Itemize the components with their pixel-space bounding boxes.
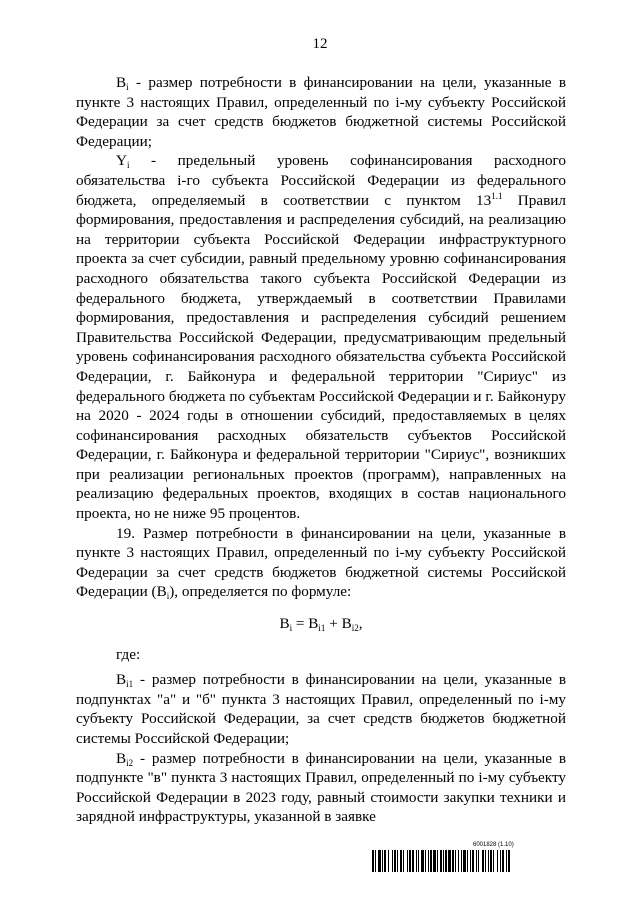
paragraph-text: ), определяется по формуле: [169, 583, 352, 601]
subscript: i [289, 623, 293, 634]
paragraph-text: - размер потребности в финансировании на цели, указанные в подпунктах "а" и "б" пункта 3 настоящих Правил, определенный по i-му субъекту Российской Федерации, за счет средств бюджетов бюджетной системы Российской Федерации; [76, 671, 566, 747]
page-number: 12 [312, 36, 328, 52]
formula-term: , [358, 615, 363, 633]
paragraph-text: Правил формирования, предоставления и распределения субсидий, на реализацию на территории субъекта Российской Федерации инфраструктурного проекта за счет субсидии, равный предельному уровню софинансирования расходного обязательства такого субъекта Российской Федерации из федерального бюджета, утверждаемый в соответствии Правилами формирования, предоставления и распределения субсидий решением Правительства Российской Федерации, предусматривающим предельный уровень софинансирования расходного обязательства субъекта Российской Федерации, г. Байконура и федеральной территории "Сириус" из федерального бюджета по субъектам Российской Федерации и г. Байконуру на 2020 - 2024 годы в отношении субсидий, предоставляемых в целях софинансирования расходных обязательств субъектов Российской Федерации, г. Байконура и федеральной территории "Сириус", возникших при реализации региональных проектов (программ), направленных на реализацию федеральных проектов, входящих в состав национального проекта, но не ниже 95 процентов. [76, 191, 566, 523]
formula-term: B [279, 615, 290, 633]
document-body [76, 73, 566, 827]
where-label: где: [116, 645, 141, 663]
subscript: i1 [318, 623, 326, 634]
formula [76, 614, 566, 634]
symbol: B [116, 749, 127, 767]
subscript: i2 [126, 757, 134, 768]
symbol: B [116, 671, 127, 689]
document-code: 6001828 (1.10) [473, 842, 514, 848]
paragraph-b-i2-definition [76, 749, 566, 827]
subscript: i [126, 160, 130, 171]
barcode-icon [372, 850, 567, 872]
symbol: Y [116, 152, 127, 170]
paragraph-b-i1-definition [76, 670, 566, 748]
formula-term: + B [325, 615, 352, 633]
paragraph-b-i-definition [76, 73, 566, 151]
paragraph-text: - предельный уровень софинансирования расходного обязательства i-го субъекта Российской Федерации из федерального бюджета, определяемый в соответствии с пунктом 13 [76, 152, 566, 209]
subscript: i2 [351, 623, 359, 634]
subscript: i [126, 82, 129, 92]
formula-term: = B [292, 615, 319, 633]
paragraph-text: 19. Размер потребности в финансировании на цели, указанные в пункте 3 настоящих Правил, определенный по i-му субъекту Российской Федерации за счет средств бюджетов бюджетной системы Российской Федерации (B [76, 524, 566, 601]
superscript: 1.1 [491, 190, 503, 201]
paragraph-text: - размер потребности в финансировании на цели, указанные в подпункте "в" пункта 3 настоящих Правил, определенный по i-му субъекту Российской Федерации в 2023 году, равный стоимости закупки техники и зарядной инфраструктуры, указанной в заявке [76, 749, 566, 826]
paragraph-y-i-definition [76, 151, 566, 523]
paragraph-19 [76, 524, 566, 602]
symbol: B [116, 74, 127, 91]
paragraph-text: - размер потребности в финансировании на цели, указанные в пункте 3 настоящих Правил, определенный по i-му субъекту Российской Федерации за счет средств бюджетов бюджетной системы Российской Федерации; [76, 74, 566, 150]
subscript: i [166, 591, 170, 602]
subscript: i1 [126, 679, 134, 690]
